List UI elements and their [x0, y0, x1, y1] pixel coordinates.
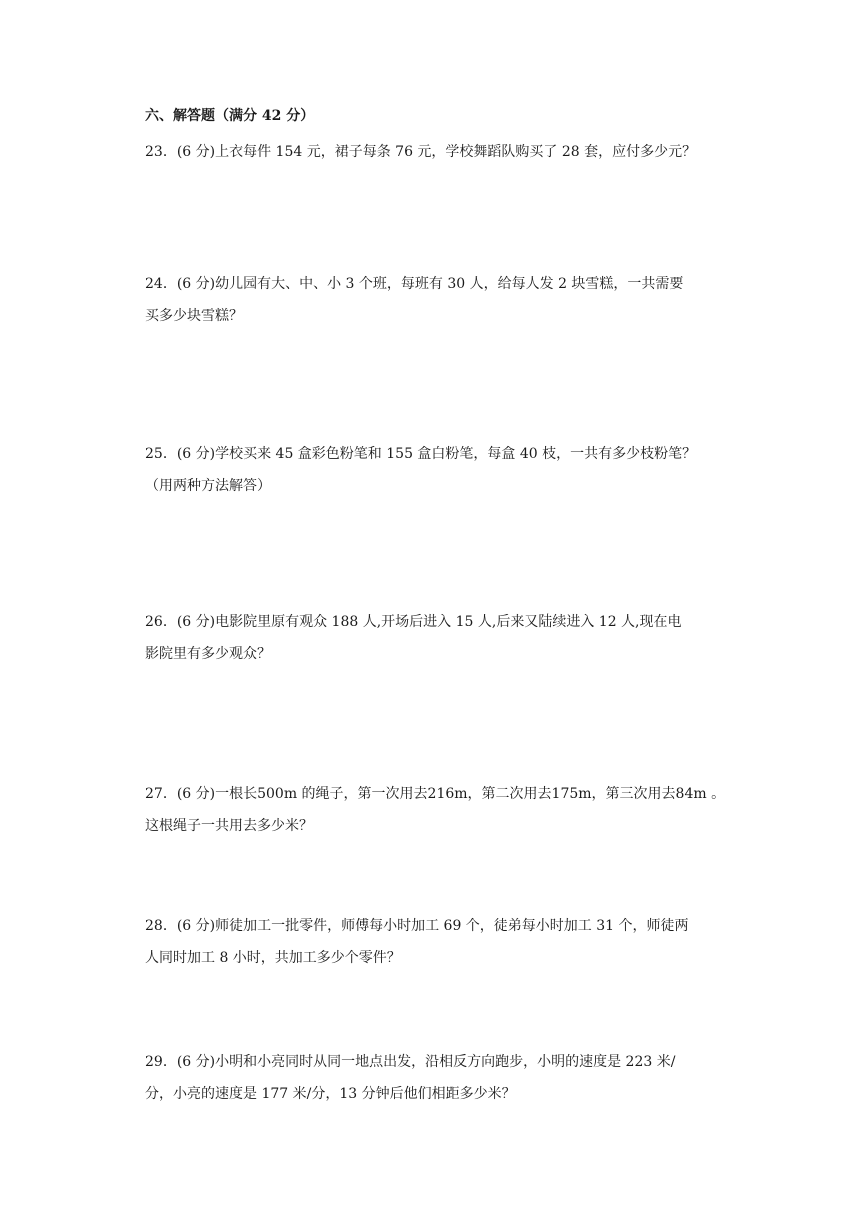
section-title: 六、解答题（满分 42 分） [145, 108, 315, 124]
question-29-line-2: 分，小亮的速度是 177 米/分，13 分钟后他们相距多少米？ [145, 1086, 516, 1102]
question-28-line-1: 28．(6 分)师徒加工一批零件，师傅每小时加工 69 个，徒弟每小时加工 31 个，师徒两 [145, 918, 689, 934]
question-25-line-1: 25．(6 分)学校买来 45 盒彩色粉笔和 155 盒白粉笔，每盒 40 枝，一共有多少枝粉笔？ [145, 446, 697, 462]
question-24-line-1: 24．(6 分)幼儿园有大、中、小 3 个班，每班有 30 人，给每人发 2 块雪糕，一共需要 [145, 276, 684, 292]
question-25-line-2: （用两种方法解答） [145, 478, 271, 494]
question-25 [145, 438, 720, 502]
question-26 [145, 606, 720, 670]
question-27 [145, 778, 726, 842]
question-23-line-1: 23．(6 分)上衣每件 154 元，裙子每条 76 元，学校舞蹈队购买了 28 套，应付多少元？ [145, 144, 697, 160]
question-27-line-2: 这根绳子一共用去多少米？ [145, 818, 313, 834]
question-29-line-1: 29．(6 分)小明和小亮同时从同一地点出发，沿相反方向跑步，小明的速度是 223 米/ [145, 1054, 676, 1070]
question-29 [145, 1046, 720, 1110]
question-28-line-2: 人同时加工 8 小时，共加工多少个零件？ [145, 950, 401, 966]
question-26-line-1: 26．(6 分)电影院里原有观众 188 人,开场后进入 15 人,后来又陆续进入 12 人,现在电 [145, 614, 682, 630]
question-28 [145, 910, 720, 974]
question-26-line-2: 影院里有多少观众？ [145, 646, 271, 662]
question-24-line-2: 买多少块雪糕？ [145, 308, 243, 324]
question-23 [145, 136, 720, 168]
question-24 [145, 268, 720, 332]
question-27-line-1: 27．(6 分)一根长500m 的绳子，第一次用去216m，第二次用去175m，第三次用去84m 。 [145, 786, 726, 802]
